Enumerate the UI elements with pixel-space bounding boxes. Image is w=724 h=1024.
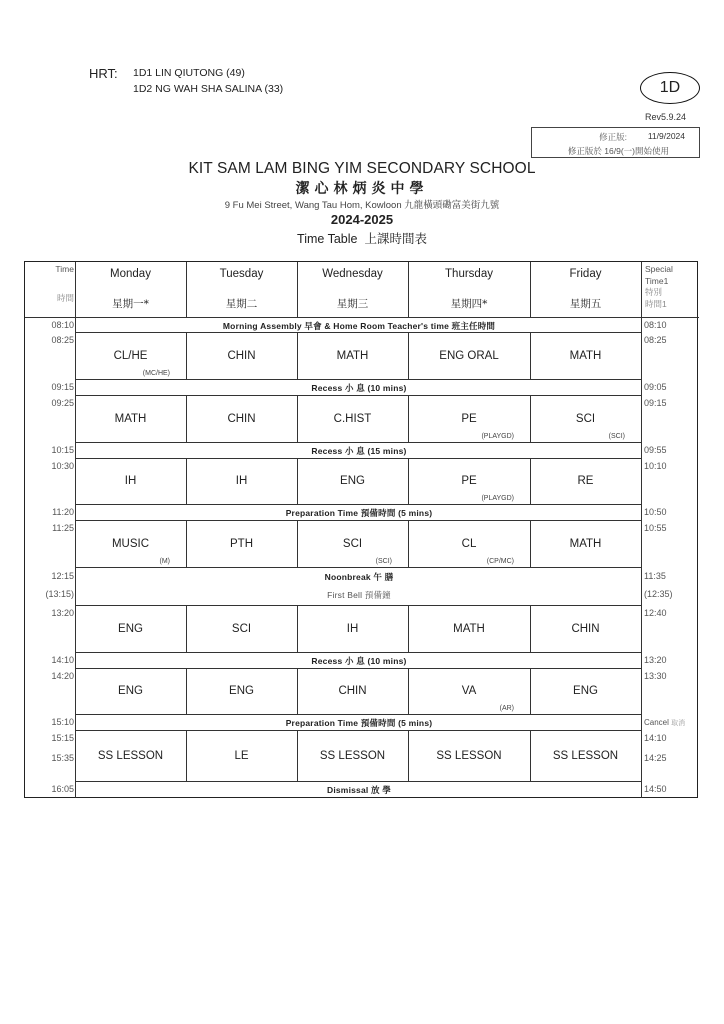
special-time: 13:30 (644, 671, 667, 681)
subject: ENG (340, 475, 365, 487)
academic-year: 2024-2025 (330, 212, 394, 227)
start-time: 11:20 (52, 507, 74, 517)
day-header (530, 262, 641, 317)
subject: CHIN (227, 349, 256, 362)
special-time: 13:20 (644, 655, 667, 665)
subject: CHIN (571, 622, 600, 635)
subject: ENG (118, 685, 143, 697)
special-time: 10:10 (644, 461, 667, 471)
subject: SCI (342, 537, 363, 550)
lesson-cell (75, 730, 186, 781)
subject: MATH (336, 349, 369, 362)
day-header (186, 262, 297, 317)
special-cancel-label (644, 718, 685, 728)
row-border (75, 781, 641, 782)
band-label: Recess 小 息 (10 mins) (311, 656, 407, 666)
lesson-cell (530, 458, 641, 504)
lesson-cell (408, 458, 530, 504)
band-label: Recess 小 息 (10 mins) (311, 383, 407, 393)
day-name-en: Tuesday (219, 268, 264, 280)
subject: MATH (569, 349, 602, 362)
timetable-title-en: Time Table (297, 232, 358, 246)
subject: ENG (573, 685, 598, 697)
subject: CHIN (338, 685, 367, 697)
lesson-cell (75, 520, 186, 567)
subject: MUSIC (111, 537, 150, 550)
special-time: 09:55 (644, 445, 667, 455)
subject: CL/HE (113, 349, 148, 362)
day-name-en: Wednesday (322, 268, 383, 280)
day-name-zh: 星期一* (112, 298, 149, 310)
timetable-title-zh: 上課時間表 (364, 231, 427, 246)
subject: IH (346, 622, 359, 635)
subject: MATH (453, 622, 485, 635)
start-time-2: 15:35 (51, 753, 74, 763)
school-address: 9 Fu Mei Street, Wang Tau Hom, Kowloon 九龍橫頭磡富美街九號 (224, 200, 500, 211)
cancel-zh: 取消 (671, 720, 686, 727)
row-border (75, 379, 641, 380)
lesson-cell (297, 520, 408, 567)
class-code: 1D (659, 79, 681, 96)
lesson-cell (530, 395, 641, 442)
lesson-cell (408, 520, 530, 567)
start-time: 09:15 (51, 382, 74, 392)
subject: VA (461, 685, 477, 697)
revision-note: 修正版於 16/9(一)開始使用 (567, 146, 669, 156)
start-time: 15:15 (51, 733, 74, 743)
start-time: 16:05 (51, 784, 74, 794)
lesson-cell (75, 458, 186, 504)
subject: MATH (114, 412, 147, 425)
band-label: Noonbreak 午 膳 (324, 572, 394, 582)
lesson-cell (408, 332, 530, 379)
school-name-en: KIT SAM LAM BING YIM SECONDARY SCHOOL (188, 160, 536, 177)
subject: SS LESSON (436, 749, 502, 762)
subject: SCI (575, 412, 596, 425)
lesson-cell (186, 395, 297, 442)
lesson-cell (186, 730, 297, 781)
lesson-cell (75, 668, 186, 714)
row-border (75, 714, 641, 715)
start-time: 14:10 (51, 655, 74, 665)
subject: SS LESSON (97, 749, 164, 762)
subject: LE (234, 749, 249, 762)
hrt-teacher-2: 1D2 NG WAH SHA SALINA (33) (133, 83, 284, 95)
start-time: 15:10 (51, 717, 74, 727)
lesson-cell (75, 332, 186, 379)
revision-label: Rev5.9.24 (645, 112, 687, 122)
start-time: 08:25 (51, 335, 74, 345)
room: (PLAYGD) (481, 433, 514, 440)
cancel-en: Cancel (644, 718, 669, 727)
timetable-title (0, 229, 724, 247)
lesson-cell (297, 605, 408, 652)
start-time: 08:10 (51, 320, 74, 330)
hrt-teacher-1: 1D1 LIN QIUTONG (49) (133, 67, 245, 79)
row-border (75, 652, 641, 653)
special-time: 09:05 (644, 382, 667, 392)
start-time: 14:20 (51, 671, 74, 681)
day-name-zh: 星期三 (336, 298, 369, 310)
day-name-en: Friday (569, 268, 602, 280)
lesson-cell (297, 332, 408, 379)
special-time-2: 14:25 (644, 753, 667, 763)
special-time: 14:10 (644, 733, 667, 743)
subject: RE (577, 475, 594, 487)
subject: ENG ORAL (439, 349, 499, 362)
special-time: 11:35 (644, 571, 666, 581)
band-label: Dismissal 放 學 (326, 785, 391, 795)
special-header-line: Time1 (645, 275, 669, 286)
subject: SCI (231, 622, 252, 635)
time-header-zh: 時間 (56, 293, 74, 303)
room: (SCI) (375, 558, 392, 565)
band-label: Recess 小 息 (15 mins) (311, 446, 407, 456)
row-border (75, 442, 641, 443)
special-time: 09:15 (644, 398, 667, 408)
subject: PE (461, 412, 477, 425)
subject: ENG (118, 622, 143, 635)
class-code-badge (640, 72, 700, 104)
lesson-cell (530, 605, 641, 652)
day-header (408, 262, 530, 317)
day-name-zh: 星期二 (225, 298, 258, 310)
room: (SCI) (608, 433, 625, 440)
lesson-cell (297, 668, 408, 714)
school-name-zh: 潔心林炳炎中學 (295, 181, 429, 197)
lesson-cell (297, 395, 408, 442)
revision-box (531, 127, 700, 158)
special-header-line: 特別 (645, 287, 663, 297)
lesson-cell (186, 458, 297, 504)
subject: IH (124, 475, 137, 487)
special-time: 08:10 (644, 320, 667, 330)
day-name-en: Thursday (445, 268, 493, 280)
revision-date-label: 修正版: (599, 132, 627, 142)
special-time-header (645, 264, 673, 310)
day-name-en: Monday (110, 268, 151, 280)
band-label: First Bell 預備鐘 (327, 590, 391, 600)
lesson-cell (530, 520, 641, 567)
row-border (75, 567, 641, 568)
lesson-cell (530, 730, 641, 781)
start-time: 09:25 (51, 398, 74, 408)
start-time: 11:25 (52, 523, 74, 533)
time-header: Time (55, 264, 74, 274)
header-row-border (25, 317, 699, 318)
room: (MC/HE) (142, 370, 170, 377)
subject: ENG (229, 685, 254, 697)
lesson-cell (408, 395, 530, 442)
special-first-bell-time: (12:35) (644, 589, 673, 599)
lesson-cell (186, 668, 297, 714)
lesson-cell (186, 332, 297, 379)
lesson-cell (408, 730, 530, 781)
start-time: 12:15 (51, 571, 74, 581)
lesson-cell (75, 395, 186, 442)
band-label: Preparation Time 預備時間 (5 mins) (285, 508, 433, 518)
lesson-cell (75, 605, 186, 652)
start-time: 10:15 (51, 445, 74, 455)
day-header (297, 262, 408, 317)
lesson-cell (530, 332, 641, 379)
room: (M) (159, 558, 170, 565)
subject: SS LESSON (552, 749, 619, 762)
room: (PLAYGD) (481, 495, 514, 502)
special-time: 10:50 (644, 507, 667, 517)
subject: PE (461, 475, 477, 487)
first-bell-time: (13:15) (45, 589, 74, 599)
lesson-cell (408, 668, 530, 714)
start-time: 10:30 (51, 461, 74, 471)
start-time: 13:20 (51, 608, 74, 618)
subject: CHIN (227, 412, 256, 425)
band-label: Preparation Time 預備時間 (5 mins) (285, 718, 433, 728)
lesson-cell (530, 668, 641, 714)
hrt-label: HRT: (89, 66, 118, 81)
subject: CL (461, 537, 477, 550)
special-time: 14:50 (644, 784, 667, 794)
lesson-cell (297, 458, 408, 504)
subject: C.HIST (333, 412, 372, 425)
subject: SS LESSON (319, 749, 386, 762)
day-name-zh: 星期五 (569, 298, 602, 310)
lesson-cell (297, 730, 408, 781)
timetable (24, 261, 698, 798)
lesson-cell (186, 605, 297, 652)
special-time: 08:25 (644, 335, 667, 345)
revision-date: 11/9/2024 (647, 131, 685, 141)
special-header-line: Special (645, 264, 673, 274)
lesson-cell (408, 605, 530, 652)
lesson-cell (186, 520, 297, 567)
special-header-line: 時間1 (645, 298, 667, 309)
special-time: 12:40 (644, 608, 667, 618)
subject: MATH (569, 537, 602, 550)
band-label: Morning Assembly 早會 & Home Room Teacher's time 班主任時間 (222, 321, 496, 331)
row-border (75, 504, 641, 505)
room: (AR) (499, 705, 514, 712)
room: (CP/MC) (486, 558, 514, 565)
day-name-zh: 星期四* (450, 298, 488, 310)
subject: IH (235, 475, 248, 487)
special-time: 10:55 (644, 523, 667, 533)
subject: PTH (230, 537, 253, 550)
day-header (75, 262, 186, 317)
